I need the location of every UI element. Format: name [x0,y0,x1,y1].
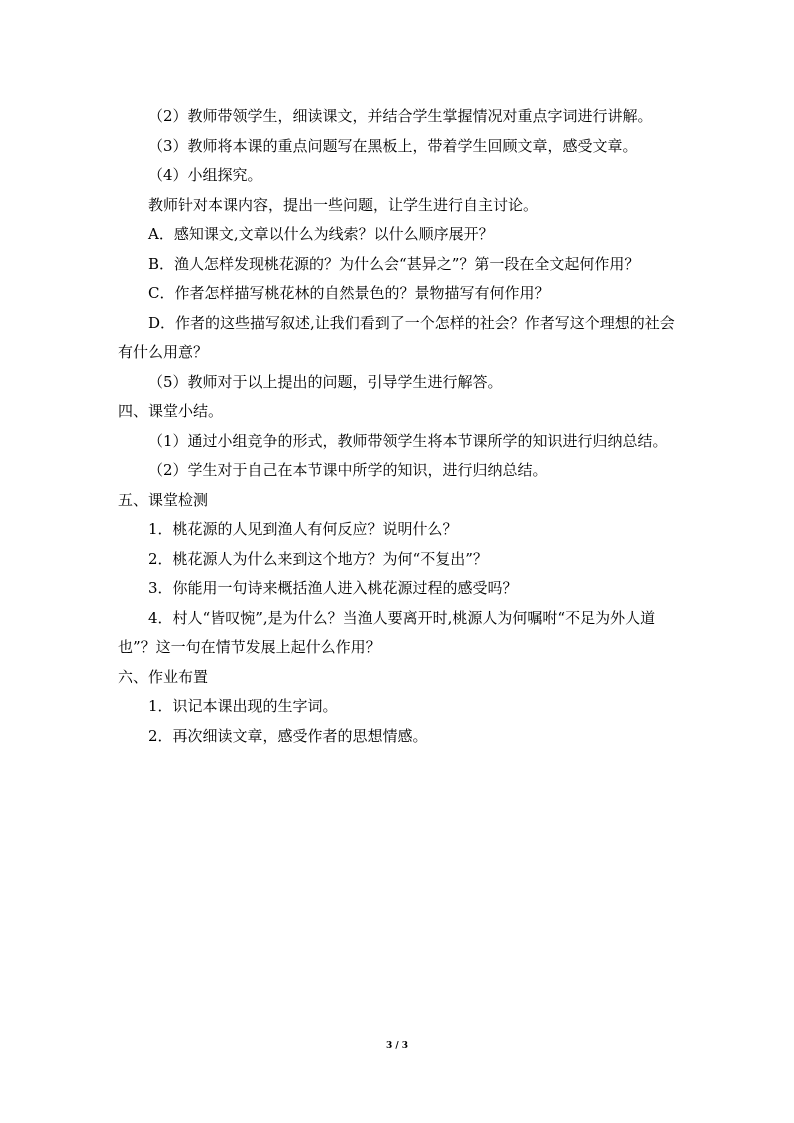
paragraph-key-questions: （3）教师将本课的重点问题写在黑板上，带着学生回顾文章，感受文章。 [148,136,638,155]
check-question-4: 4．村人“皆叹惋”,是为什么？当渔人要离开时,桃源人为何嘱咐“不足为外人道也”？这一句在情节发展上起什么作用？ [118,608,656,656]
question-a: A．感知课文,文章以什么为线索？以什么顺序展开？ [148,225,494,243]
paragraph-teacher-guides: （5）教师对于以上提出的问题，引导学生进行解答。 [148,372,503,391]
question-d: D．作者的这些描写叙述,让我们看到了一个怎样的社会？作者写这个理想的社会有什么用意？ [118,313,675,361]
homework-item-1: 1．识记本课出现的生字词。 [148,697,338,715]
check-question-1: 1．桃花源的人见到渔人有何反应？说明什么？ [148,520,458,538]
paragraph-discussion-intro: 教师针对本课内容，提出一些问题，让学生进行自主讨论。 [148,195,539,214]
section-heading-homework: 六、作业布置 [118,667,209,686]
check-question-3: 3．你能用一句诗来概括渔人进入桃花源过程的感受吗？ [148,579,518,597]
paragraph-group-inquiry: （4）小组探究。 [148,166,263,184]
paragraph-teacher-explains: （2）教师带领学生，细读课文，并结合学生掌握情况对重点字词进行讲解。 [148,107,653,125]
question-b: B．渔人怎样发现桃花源的？为什么会“甚异之”？第一段在全文起何作用？ [148,254,640,273]
section-heading-summary: 四、课堂小结。 [118,402,224,420]
document-body [118,102,676,751]
paragraph-summary-1: （1）通过小组竞争的形式，教师带领学生将本节课所学的知识进行归纳总结。 [148,431,668,450]
question-c: C．作者怎样描写桃花林的自然景色的？景物描写有何作用？ [148,284,550,302]
paragraph-summary-2: （2）学生对于自己在本节课中所学的知识，进行归纳总结。 [148,461,548,479]
homework-item-2: 2．再次细读文章，感受作者的思想情感。 [148,726,428,745]
page-number: 3 / 3 [385,1041,409,1051]
check-question-2: 2．桃花源人为什么来到这个地方？为何“不复出”？ [148,549,488,568]
section-heading-check: 五、课堂检测 [118,490,209,509]
